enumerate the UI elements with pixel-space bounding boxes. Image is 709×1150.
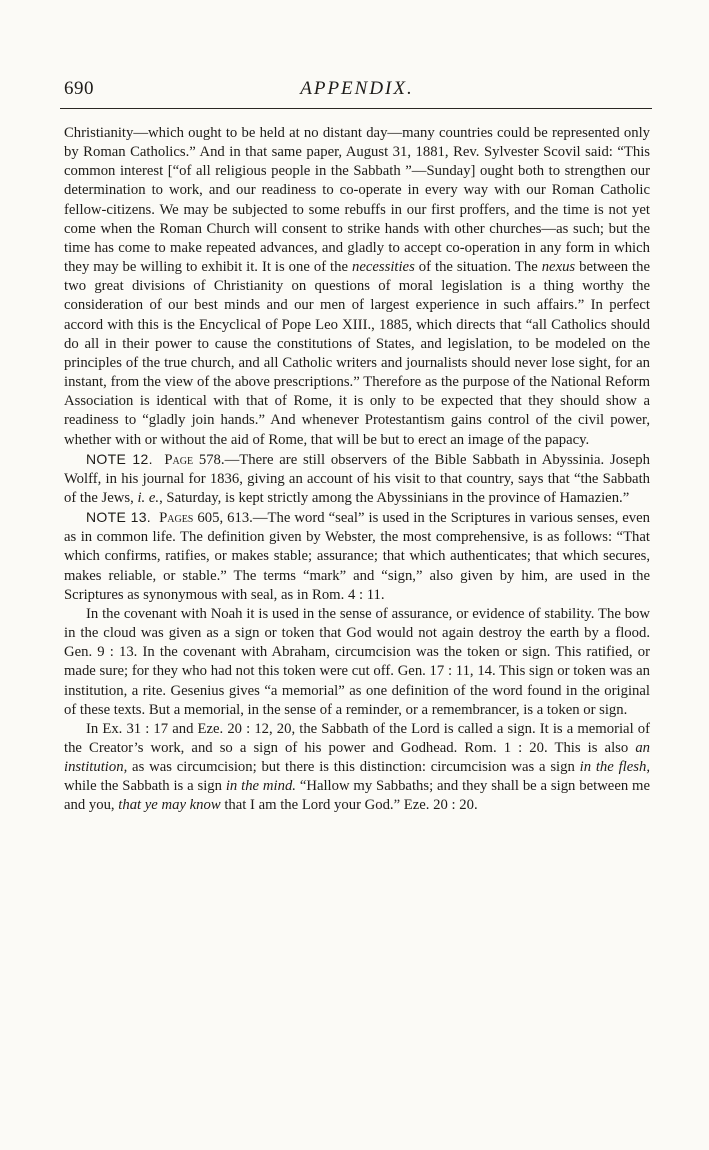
header-rule bbox=[60, 108, 652, 109]
page-number: 690 bbox=[64, 78, 94, 99]
note-13-label: NOTE 13. bbox=[86, 509, 152, 526]
paragraph-sabbath-sign: In Ex. 31 : 17 and Eze. 20 : 12, 20, the Sabbath of the Lord is called a sign. It is a memorial of the Creator’s work, and so a sign of his power and Godhead. Rom. 1 : 20. This is also an institution, as was circumcision; but there is this distinction: circumcision was a sign in the flesh, while the Sabbath is a sign in the mind. “Hallow my Sabbaths; and they shall be a sign between me and you, that ye may know that I am the Lord your God.” Eze. 20 : 20. bbox=[64, 720, 650, 814]
note-13: NOTE 13. Pages 605, 613.—The word “seal” is used in the Scriptures in various senses, even as in common life. The definition given by Webster, the most comprehensive, is as follows: “That which confirms, ratifies, or makes stable; assurance; that which authenticates; that which secures, makes reliable, or stable.” The terms “mark” and “sign,” also given by him, are used in the Scriptures as synonymous with seal, as in Rom. 4 : 11. bbox=[64, 509, 650, 603]
page-body bbox=[64, 124, 650, 816]
paragraph-covenant: In the covenant with Noah it is used in the sense of assurance, or evidence of stability. The bow in the cloud was given as a sign or token that God would not again destroy the earth by a flood. Gen. 9 : 13. In the covenant with Abraham, circumcision was the token or sign. This ratified, or made sure; for they who had not this token were cut off. Gen. 17 : 11, 14. This sign or token was an institution, a rite. Gesenius gives “a memorial” as one definition of the word found in the original of these texts. But a memorial, in the sense of a reminder, or a remembrancer, is a token or sign. bbox=[64, 605, 650, 718]
page-header bbox=[64, 78, 650, 102]
running-head: APPENDIX. bbox=[300, 78, 414, 99]
note-12: NOTE 12. Page 578.—There are still observers of the Bible Sabbath in Abyssinia. Joseph Wolff, in his journal for 1836, giving an account of his visit to that country, says that “the Sabbath of the Jews, i. e., Saturday, is kept strictly among the Abyssinians in the province of Hamazien.” bbox=[64, 450, 650, 506]
paragraph-continuation: Christianity—which ought to be held at no distant day—many countries could be represented only by Roman Catholics.” And in that same paper, August 31, 1881, Rev. Sylvester Scovil said: “This common interest [“of all religious people in the Sabbath ”—Sunday] ought both to strengthen our determination to work, and our readiness to co-operate in every way with our Roman Catholic fellow-citizens. We may be subjected to some rebuffs in our first proffers, and the time is not yet come when the Roman Church will consent to strike hands with other churches—as such; but the time has come to make repeated advances, and gladly to accept co-operation in any form in which they may be willing to exhibit it. It is one of the necessities of the situation. The nexus between the two great divisions of Christianity on questions of moral legislation is a thing worthy the consideration of our best minds and our men of largest experience in such affairs.” In perfect accord with this is the Encyclical of Pope Leo XIII., 1885, which directs that “all Catholics should do all in their power to cause the constitutions of States, and legislation, to be modeled on the principles of the true church, and all Catholic writers and journalists should never lose sight, for an instant, from the view of the above prescriptions.” Therefore as the purpose of the National Reform Association is identical with that of Rome, it is only to be expected that they should show a readiness to “gladly join hands.” And whenever Protestantism gains control of the civil power, whether with or without the aid of Rome, that will be but to erect an image of the papacy. bbox=[64, 125, 650, 448]
note-12-label: NOTE 12. bbox=[86, 450, 153, 467]
